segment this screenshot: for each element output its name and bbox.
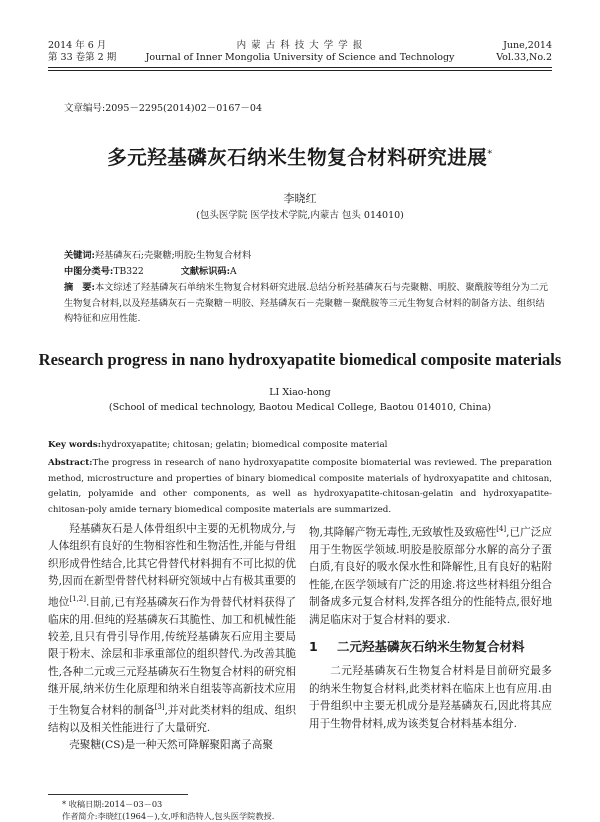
abstract-en xyxy=(48,456,552,518)
running-header-right xyxy=(496,40,552,64)
title-footnote-mark: * xyxy=(487,148,493,160)
class-number-label: 中图分类号: xyxy=(64,266,114,277)
doc-code-label: 文献标识码: xyxy=(180,266,231,277)
journal-name-cn: 内 蒙 古 科 技 大 学 学 报 xyxy=(236,40,364,51)
keywords-cn-label: 关键词: xyxy=(64,250,95,261)
keywords-en xyxy=(48,440,387,450)
body-column-left xyxy=(48,521,296,754)
body-column-right xyxy=(309,521,552,733)
paper-title-en: Research progress in nano hydroxyapatite biomedical composite materials xyxy=(38,350,562,369)
footnote-received: * 收稿日期:2014－03－03 xyxy=(62,799,163,809)
abstract-cn xyxy=(64,280,550,327)
body-paragraph: 羟基磷灰石是人体骨组织中主要的无机物成分,与人体组织有良好的生物相容性和生物活性,并能与骨组织形成骨性结合,比其它骨替代材料拥有不可比拟的优势,因而在新型骨替代材料研究领域中占有极其重要的地位[1,2].目前,已有羟基磷灰石作为骨替代材料获得了临床的用.但纯的羟基磷灰石其脆性、加工和机械性能较差,且只有骨引导作用,传统羟基磷灰石应用主要局限于粉末、涂层和非承重部位的组织替代.为改善其脆性,各种二元或三元羟基磷灰石生物复合材料的研究相继开展,纳米仿生化原理和纳米自组装等高新技术应用于生物复合材料的制备[3],并对此类材料的组成、组织结构以及相关性能进行了大量研究. xyxy=(48,523,297,734)
body-paragraph: 二元羟基磷灰石生物复合材料是目前研究最多的纳米生物复合材料,此类材料在临床上也有应用.由于骨组织中主要无机成分是羟基磷灰石,因此将其应用于生物骨材料,成为该类复合材料基本组分. xyxy=(309,665,552,730)
author-en: LI Xiao-hong xyxy=(269,387,331,398)
article-number: 文章编号:2095－2295(2014)02－0167－04 xyxy=(64,103,262,114)
title-cn-text: 多元羟基磷灰石纳米生物复合材料研究进展 xyxy=(107,146,488,169)
abstract-cn-text: 本文综述了羟基磷灰石单纳米生物复合材料研究进展.总结分析羟基磷灰石与壳聚糖、明胶、聚酰胺等组分为二元生物复合材料,以及羟基磷灰石－壳聚糖－明胶、羟基磷灰石－壳聚糖－聚酰胺等三元生物复合材料的制备方法、组织结构特征和应用性能. xyxy=(64,282,549,324)
section-heading-1 xyxy=(309,638,552,655)
volume-issue-en: Vol.33,No.2 xyxy=(496,52,552,63)
paper-title-cn xyxy=(0,142,600,170)
affiliation-en: (School of medical technology, Baotou Medical College, Baotou 014010, China) xyxy=(108,402,492,413)
footnote-rule xyxy=(48,794,188,795)
abstract-cn-label: 摘 要: xyxy=(64,282,95,293)
doc-code-value: A xyxy=(230,266,237,277)
classification-line xyxy=(64,264,237,280)
issue-date-en: June,2014 xyxy=(503,40,552,51)
section-title: 二元羟基磷灰石纳米生物复合材料 xyxy=(337,638,525,654)
header-rule-top xyxy=(48,67,552,68)
keywords-cn-text: 羟基磷灰石;壳聚糖;明胶;生物复合材料 xyxy=(94,250,252,261)
affiliation-cn: (包头医学院 医学技术学院,内蒙古 包头 014010) xyxy=(196,210,404,221)
footnote-author: 作者简介:李晓红(1964－),女,呼和浩特人,包头医学院教授. xyxy=(62,811,275,821)
keywords-en-label: Key words: xyxy=(48,440,101,450)
header-rule-bottom xyxy=(48,70,552,71)
abstract-en-text: The progress in research of nano hydroxyapatite composite biomaterial was reviewed. The preparation method, microstructure and properties of binary biomedical composite materials of hydroxyapatite and chitosan, gelatin, polyamide and other components, as well as hydroxyapatite-chitosan-gelatin and hydroxyapatite-chitosan-poly amide ternary biomedical composite materials are summarized. xyxy=(48,458,552,515)
body-paragraph: 物,其降解产物无毒性,无致敏性及致癌性[4],已广泛应用于生物医学领域.明胶是胶原部分水解的高分子蛋白质,有良好的吸水保水性和降解性,且有良好的粘附性能,在医学领域有广泛的用途.将这些材料组分组合制备成多元复合材料,发挥各组分的性能特点,很好地满足临床对于复合材料的要求. xyxy=(309,525,553,626)
citation: [1,2] xyxy=(69,594,86,603)
issue-date: 2014 年 6 月 xyxy=(48,40,107,51)
keywords-cn xyxy=(64,248,251,264)
citation: [4] xyxy=(496,525,507,533)
body-paragraph: 壳聚糖(CS)是一种天然可降解聚阳离子高聚 xyxy=(69,738,273,751)
author-cn: 李晓红 xyxy=(283,192,317,205)
citation: [3] xyxy=(154,702,165,711)
section-number: 1 xyxy=(309,638,318,654)
class-number-value: TB322 xyxy=(113,266,144,277)
journal-name-en: Journal of Inner Mongolia University of Science and Technology xyxy=(145,52,455,63)
keywords-en-text: hydroxyapatite; chitosan; gelatin; biomedical composite material xyxy=(100,440,388,450)
abstract-en-label: Abstract: xyxy=(48,458,93,468)
volume-issue: 第 33 卷第 2 期 xyxy=(48,52,117,63)
